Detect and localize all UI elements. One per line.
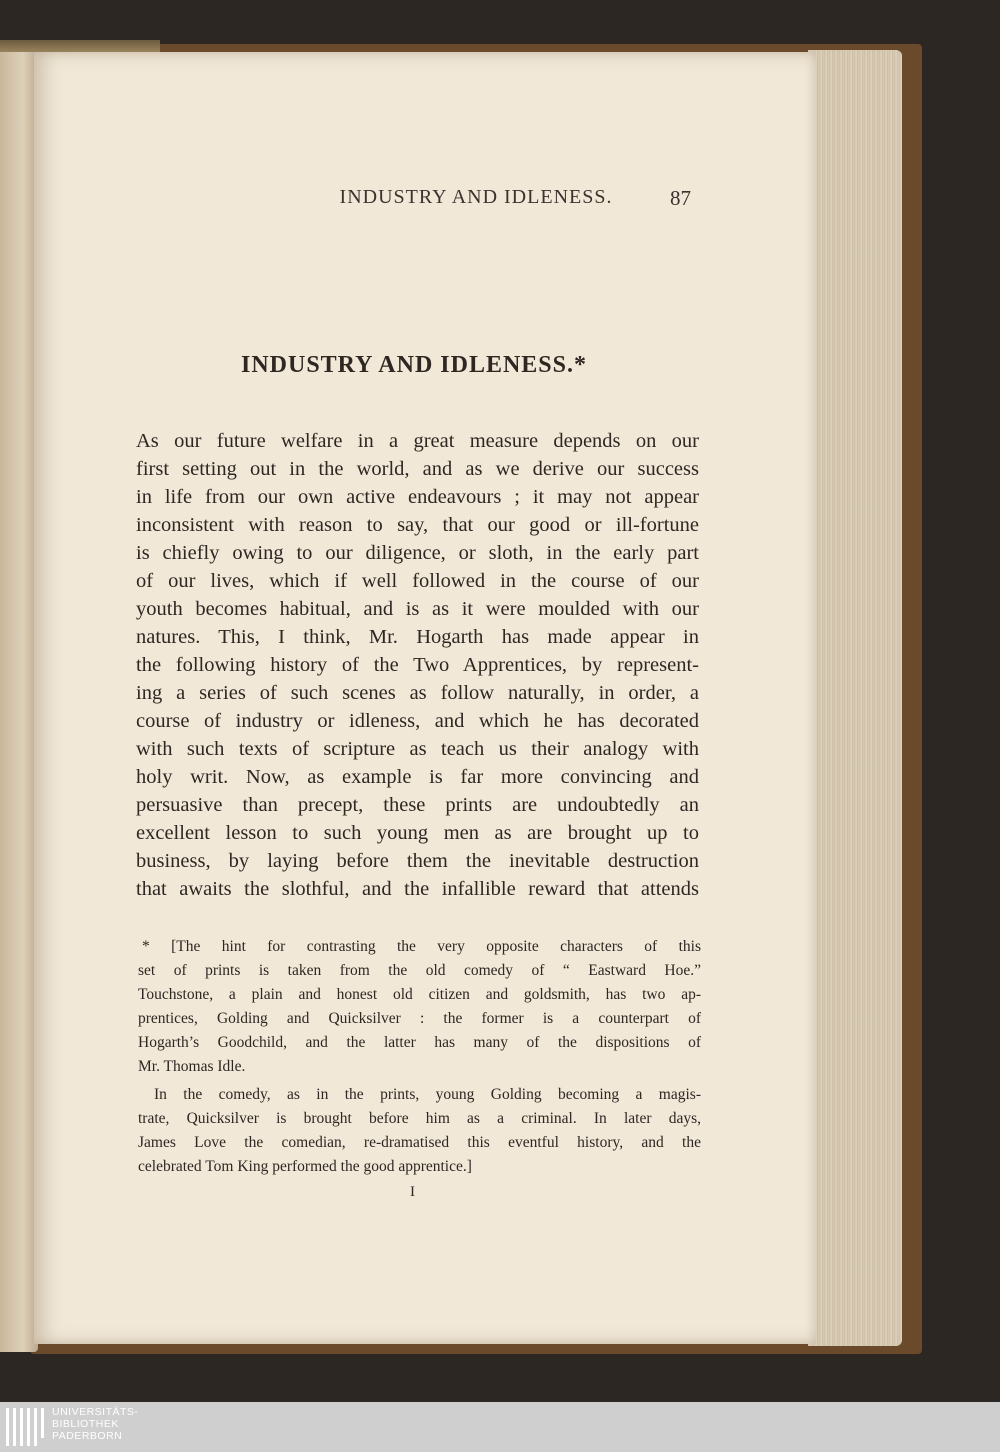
footnote-line: celebrated Tom King performed the good apprentice.] xyxy=(138,1158,472,1175)
library-footer-bar xyxy=(0,1402,1000,1452)
library-logo-icon xyxy=(4,1404,46,1450)
body-line: first setting out in the world, and as we derive our success xyxy=(136,458,699,480)
chapter-title: INDUSTRY AND IDLENESS.* xyxy=(240,352,587,378)
body-line: persuasive than precept, these prints are undoubtedly an xyxy=(136,794,699,816)
body-line: of our lives, which if well followed in the course of our xyxy=(136,570,699,592)
footnote-line: trate, Quicksilver is brought before him as a criminal. In later days, xyxy=(138,1110,701,1127)
body-line: that awaits the slothful, and the infallible reward that attends xyxy=(136,878,699,900)
body-line: ing a series of such scenes as follow naturally, in order, a xyxy=(136,682,699,704)
running-head: INDUSTRY AND IDLENESS. xyxy=(339,186,613,208)
book-page xyxy=(34,52,816,1344)
page-block-edges xyxy=(808,50,902,1346)
footnote-line: Hogarth’s Goodchild, and the latter has many of the dispositions of xyxy=(138,1034,701,1051)
signature-mark: I xyxy=(410,1184,415,1200)
body-line: As our future welfare in a great measure depends on our xyxy=(136,430,699,452)
body-line: business, by laying before them the inevitable destruction xyxy=(136,850,699,872)
library-logo-text xyxy=(52,1406,138,1442)
footnote-line: James Love the comedian, re-dramatised this eventful history, and the xyxy=(138,1134,701,1151)
body-line: is chiefly owing to our diligence, or sloth, in the early part xyxy=(136,542,699,564)
footnote-line: Touchstone, a plain and honest old citizen and goldsmith, has two ap- xyxy=(138,986,701,1003)
footnote-line: Mr. Thomas Idle. xyxy=(138,1058,246,1075)
body-line: youth becomes habitual, and is as it were moulded with our xyxy=(136,598,699,620)
footnote-line: * [The hint for contrasting the very opposite characters of this xyxy=(142,938,701,955)
footnote-line: prentices, Golding and Quicksilver : the former is a counterpart of xyxy=(138,1010,701,1027)
logo-line: BIBLIOTHEK xyxy=(52,1418,119,1430)
body-line: the following history of the Two Apprentices, by represent- xyxy=(136,654,699,676)
body-line: excellent lesson to such young men as are brought up to xyxy=(136,822,699,844)
body-line: in life from our own active endeavours ; it may not appear xyxy=(136,486,699,508)
body-line: course of industry or idleness, and which he has decorated xyxy=(136,710,699,732)
logo-line: PADERBORN xyxy=(52,1430,123,1442)
body-line: with such texts of scripture as teach us their analogy with xyxy=(136,738,699,760)
body-line: inconsistent with reason to say, that our good or ill-fortune xyxy=(136,514,699,536)
page-number: 87 xyxy=(670,186,691,210)
footnote-line: set of prints is taken from the old comedy of “ Eastward Hoe.” xyxy=(138,962,701,979)
footnote-line: In the comedy, as in the prints, young Golding becoming a magis- xyxy=(154,1086,701,1103)
body-line: holy writ. Now, as example is far more convincing and xyxy=(136,766,699,788)
body-line: natures. This, I think, Mr. Hogarth has made appear in xyxy=(136,626,699,648)
logo-line: UNIVERSITÄTS- xyxy=(52,1406,139,1418)
left-page-edge xyxy=(0,52,38,1352)
